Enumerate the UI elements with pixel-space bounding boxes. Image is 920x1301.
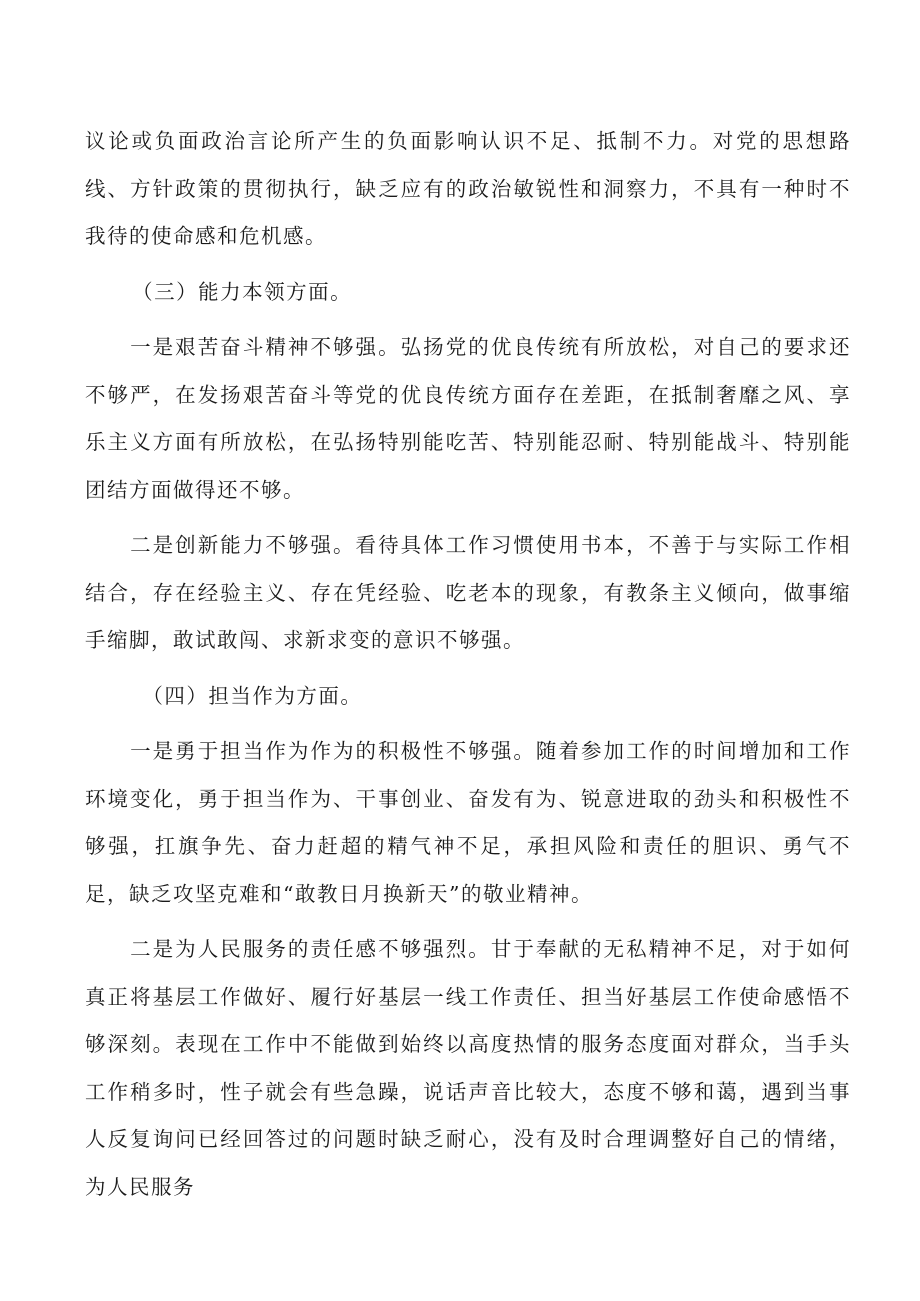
section-heading-responsibility: （四）担当作为方面。 — [142, 683, 363, 708]
paragraph-hard-work-spirit: 一是艰苦奋斗精神不够强。弘扬党的优良传统有所放松，对自己的要求还不够严，在发扬艰苦奋斗等党的优良传统方面存在差距，在抵制奢靡之风、享乐主义方面有所放松，在弘扬特别能吃苦、特别能忍耐、特别能战斗、特别能团结方面做得还不够。 — [85, 335, 851, 502]
paragraph-service-responsibility: 二是为人民服务的责任感不够强烈。甘于奉献的无私精神不足，对于如何真正将基层工作做好、履行好基层一线工作责任、担当好基层工作使命感悟不够深刻。表现在工作中不能做到始终以高度热情的服务态度面对群众，当手头工作稍多时，性子就会有些急躁，说话声音比较大，态度不够和蔼，遇到当事人反复询问已经回答过的问题时缺乏耐心，没有及时合理调整好自己的情绪，为人民服务 — [85, 937, 851, 1199]
document-body — [85, 118, 851, 1211]
paragraph-initiative: 一是勇于担当作为作为的积极性不够强。随着参加工作的时间增加和工作环境变化，勇于担当作为、干事创业、奋发有为、锐意进取的劲头和积极性不够强，扛旗争先、奋力赶超的精气神不足，承担风险和责任的胆识、勇气不足，缺乏攻坚克难和“敢教日月换新天”的敬业精神。 — [85, 739, 851, 906]
paragraph-innovation-ability: 二是创新能力不够强。看待具体工作习惯使用书本，不善于与实际工作相结合，存在经验主义、存在凭经验、吃老本的现象，有教条主义倾向，做事缩手缩脚，敢试敢闯、求新求变的意识不够强。 — [85, 533, 851, 652]
paragraph-continuation: 议论或负面政治言论所产生的负面影响认识不足、抵制不力。对党的思想路线、方针政策的贯彻执行，缺乏应有的政治敏锐性和洞察力，不具有一种时不我待的使命感和危机感。 — [85, 129, 851, 248]
section-heading-ability: （三）能力本领方面。 — [132, 279, 353, 304]
